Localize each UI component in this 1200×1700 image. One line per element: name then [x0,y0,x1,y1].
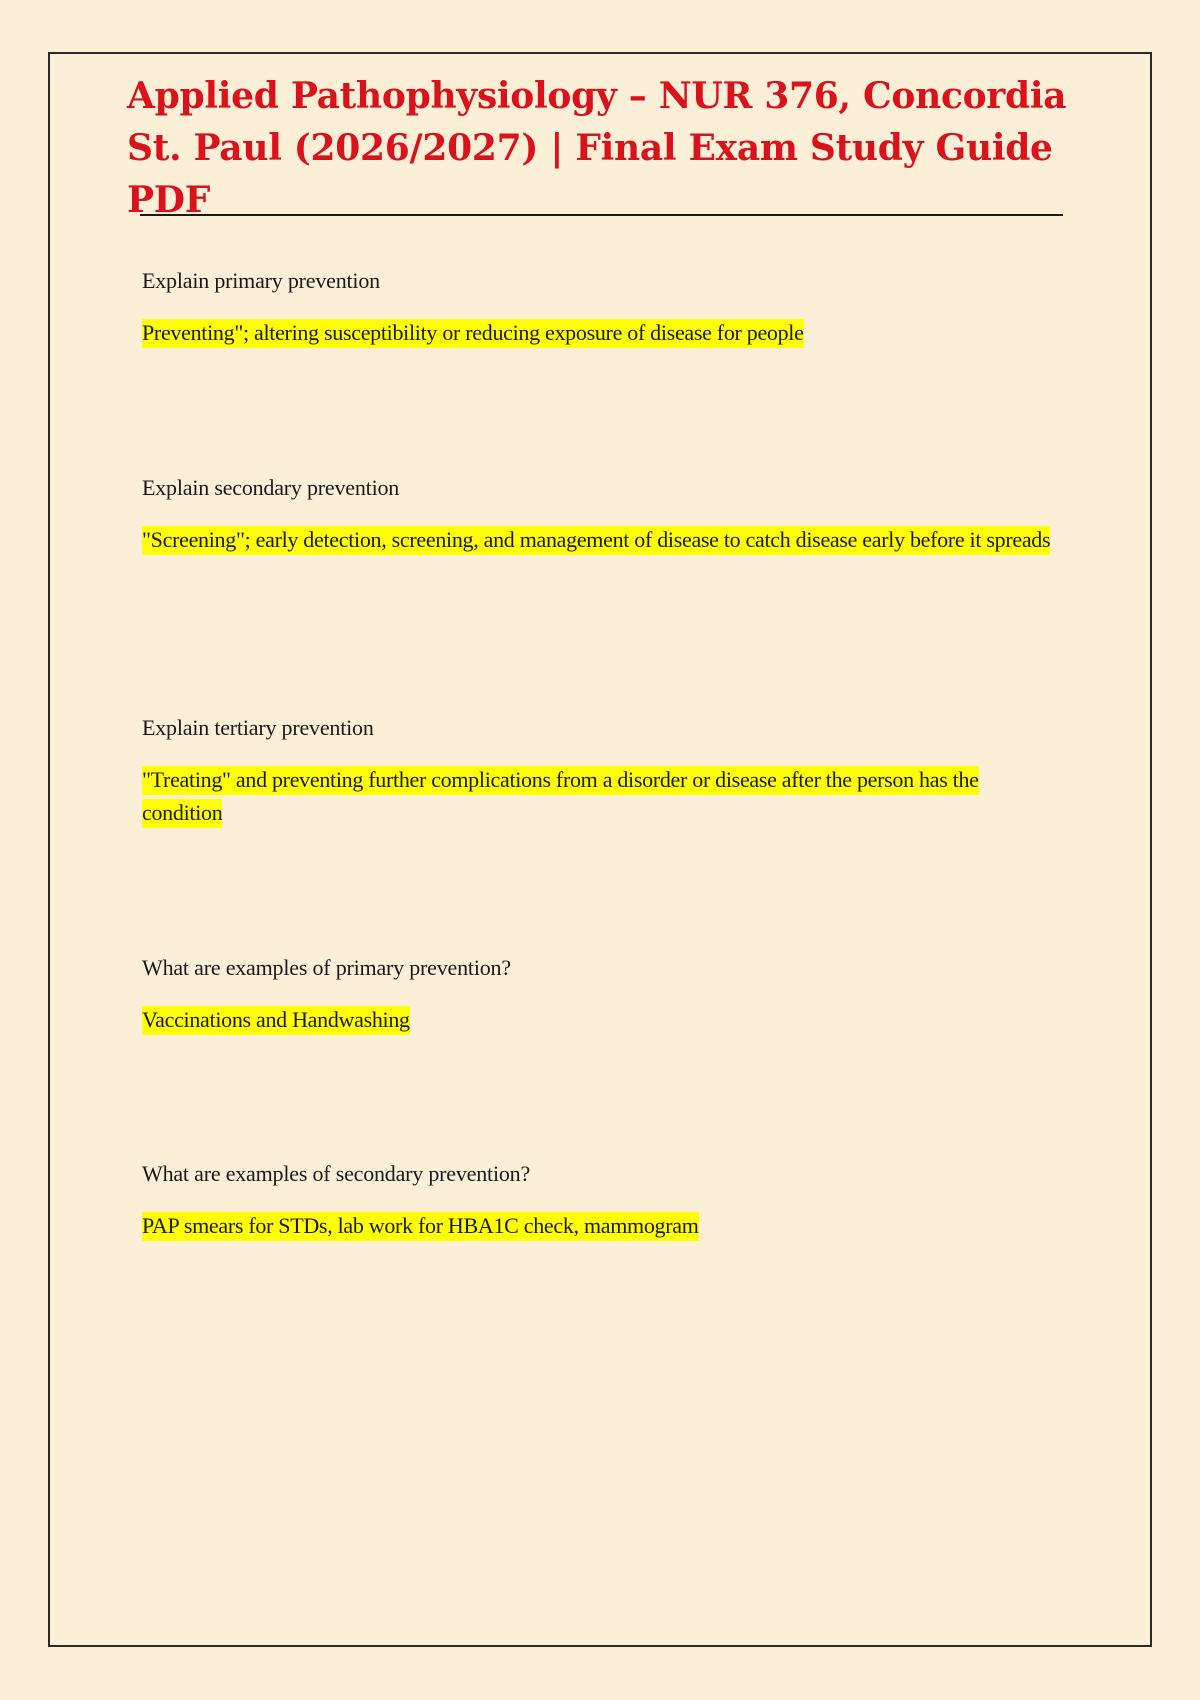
answer-highlight: "Treating" and preventing further complications from a disorder or disease after the person has the condition [142,766,979,828]
answer-highlight: "Screening"; early detection, screening, and management of disease to catch disease early before it spreads [142,526,1050,555]
document-title: Applied Pathophysiology – NUR 376, Concordia St. Paul (2026/2027) | Final Exam Study Guide PDF [127,75,1067,221]
qa-item-primary-examples [142,955,1062,1036]
qa-item-primary-prevention [142,268,1062,349]
answer-text [142,1209,1062,1242]
question-text: Explain secondary prevention [142,475,400,500]
title-divider [140,214,1063,216]
question-text: Explain tertiary prevention [142,715,374,740]
question-text: What are examples of primary prevention? [142,955,511,980]
qa-item-tertiary-prevention [142,715,1062,829]
answer-text [142,763,1062,829]
question-text: Explain primary prevention [142,268,380,293]
qa-item-secondary-prevention [142,475,1062,556]
answer-highlight: Vaccinations and Handwashing [142,1006,410,1035]
answer-text [142,1003,1062,1036]
qa-item-secondary-examples [142,1161,1062,1242]
answer-highlight: PAP smears for STDs, lab work for HBA1C check, mammogram [142,1212,699,1241]
question-text: What are examples of secondary prevention? [142,1161,531,1186]
answer-text [142,316,1062,349]
answer-highlight: Preventing"; altering susceptibility or reducing exposure of disease for people [142,319,804,348]
answer-text [142,523,1062,556]
